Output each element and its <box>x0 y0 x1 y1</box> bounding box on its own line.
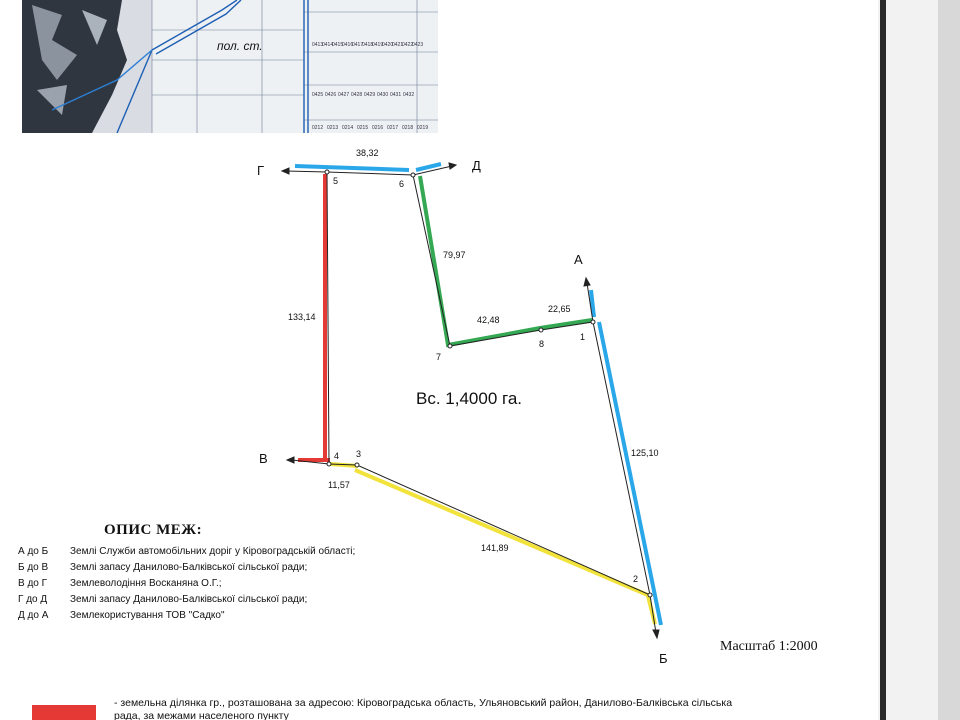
point-1-label: 1 <box>580 332 586 342</box>
segment-8-1-length: 22,65 <box>548 304 571 314</box>
boundary-description <box>18 522 438 623</box>
footer-line-1: - земельна ділянка гр., розташована за адресою: Кіровоградська область, Ульяновський район, Данилово-Балківська сільська <box>114 697 733 709</box>
inset-parcel-number: 0217 <box>387 125 399 131</box>
inset-parcel-number: 0431 <box>390 92 402 98</box>
inset-parcel-number: 0218 <box>402 125 414 131</box>
inset-parcel-number: 0432 <box>403 92 415 98</box>
legend-code: Г до Д <box>18 593 48 605</box>
direction-d-label: Д <box>472 158 481 173</box>
legend-row <box>18 607 438 623</box>
inset-parcel-number: 0416 <box>342 42 354 48</box>
inset-parcel-number: 0423 <box>412 42 424 48</box>
point-8-label: 8 <box>539 339 545 349</box>
inset-parcel-number: 0427 <box>338 92 350 98</box>
segment-3-4-length: 11,57 <box>328 480 350 490</box>
legend-title: ОПИС МЕЖ: <box>104 522 203 538</box>
point-6-label: 6 <box>399 179 405 189</box>
area-label: Вс. 1,4000 га. <box>416 389 523 408</box>
inset-parcel-number: 0430 <box>377 92 389 98</box>
inset-parcel-number: 0212 <box>312 125 324 131</box>
segment-7-8-length: 42,48 <box>477 315 500 325</box>
scale-label: Масштаб 1:2000 <box>720 639 818 654</box>
point-5-label: 5 <box>333 176 339 186</box>
inset-parcel-number: 0419 <box>372 42 384 48</box>
inset-parcel-number: 0413 <box>312 42 324 48</box>
legend-text: Землеволодіння Восканяна О.Г.; <box>70 577 222 589</box>
legend-code: Б до В <box>18 561 49 573</box>
inset-parcel-number: 0215 <box>357 125 369 131</box>
legend-row <box>18 559 438 575</box>
footer-line-2: рада, за межами населеного пункту <box>114 710 289 720</box>
inset-parcel-number: 0428 <box>351 92 363 98</box>
legend-text: Землі запасу Данилово-Балківської сільської ради; <box>70 593 308 605</box>
inset-parcel-number: 0421 <box>392 42 404 48</box>
inset-parcel-number: 0415 <box>332 42 344 48</box>
point-7-label: 7 <box>436 352 442 362</box>
band-g-d <box>295 166 409 170</box>
segment-2-3-length: 141,89 <box>481 543 509 553</box>
inset-parcel-number: 0216 <box>372 125 384 131</box>
footer-note <box>32 697 872 720</box>
band-green-upper <box>420 176 592 345</box>
legend-code: А до Б <box>18 545 49 557</box>
inset-parcel-number: 0214 <box>342 125 354 131</box>
legend-text: Землі запасу Данилово-Балківської сільської ради; <box>70 561 308 573</box>
segment-6-7-length: 79,97 <box>443 250 466 260</box>
legend-text: Землекористування ТОВ "Садко" <box>70 609 225 621</box>
parcel-color-swatch <box>32 705 96 720</box>
legend-text: Землі Служби автомобільних доріг у Кіровоградській області; <box>70 545 356 557</box>
point-4-label: 4 <box>334 451 340 461</box>
direction-a-label: А <box>574 252 583 267</box>
inset-parcel-number: 0213 <box>327 125 339 131</box>
inset-parcel-number: 0420 <box>382 42 394 48</box>
direction-g-label: Г <box>257 163 265 178</box>
segment-1-2-length: 125,10 <box>631 448 659 458</box>
direction-v-label: В <box>259 451 268 466</box>
inset-road-label: пол. ст. <box>217 39 263 53</box>
segment-4-5-length: 133,14 <box>288 312 316 322</box>
legend-row <box>18 543 438 559</box>
inset-parcel-number: 0422 <box>402 42 414 48</box>
legend-code: В до Г <box>18 577 48 589</box>
inset-parcel-number: 0414 <box>322 42 334 48</box>
segment-5-6-length: 38,32 <box>356 148 379 158</box>
point-2-label: 2 <box>633 574 639 584</box>
legend-row <box>18 591 438 607</box>
inset-parcel-number: 0425 <box>312 92 324 98</box>
inset-parcel-number: 0426 <box>325 92 337 98</box>
legend-row <box>18 575 438 591</box>
legend-code: Д до А <box>18 609 49 621</box>
scan-edge <box>878 0 960 720</box>
inset-parcel-number: 0417 <box>352 42 364 48</box>
direction-b-label: Б <box>659 651 668 666</box>
inset-parcel-number: 0429 <box>364 92 376 98</box>
point-3-label: 3 <box>356 449 362 459</box>
inset-parcel-number: 0219 <box>417 125 429 131</box>
footer-text <box>114 697 834 720</box>
inset-parcel-number: 0418 <box>362 42 374 48</box>
